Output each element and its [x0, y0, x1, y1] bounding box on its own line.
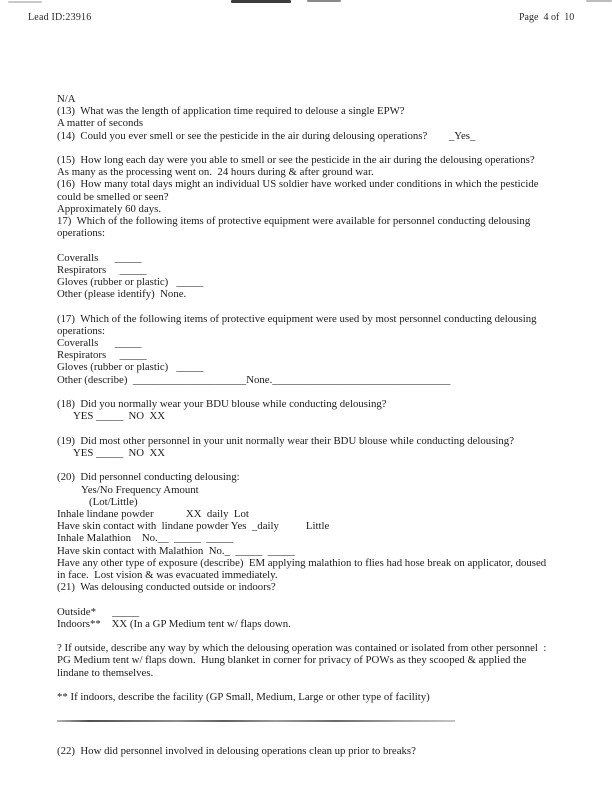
document-body — [57, 93, 577, 757]
text-line — [57, 630, 577, 642]
text-line: (16) How many total days might an individual US soldier have worked under conditions in which the pesticide — [57, 178, 539, 191]
text-line: (22) How did personnel involved in delousing operations clean up prior to breaks? — [57, 744, 416, 757]
text-line: Coveralls _____ — [57, 251, 142, 264]
text-line: PG Medium tent w/ flaps down. Hung blanket in corner for privacy of POWs as they scooped & applied the — [57, 654, 527, 667]
text-line: YES _____ NO XX — [73, 410, 166, 423]
scan-artifact — [231, 0, 291, 3]
text-line: Outside* _____ — [57, 605, 140, 618]
text-line: (21) Was delousing conducted outside or indoors? — [57, 581, 276, 594]
text-line: ** If indoors, describe the facility (GP Small, Medium, Large or other type of facility) — [57, 690, 430, 703]
text-line — [57, 142, 577, 154]
divider-rule — [57, 715, 577, 732]
text-line: Have skin contact with Malathion No._ _____ _____ — [57, 544, 295, 557]
text-line: (Lot/Little) — [89, 495, 138, 508]
text-line: Gloves (rubber or plastic) _____ — [57, 361, 204, 374]
text-line: ? If outside, describe any way by which the delousing operation was contained or isolated from other personnel : — [57, 642, 547, 655]
text-line: (19) Did most other personnel in your unit normally wear their BDU blouse while conducting delousing? — [57, 434, 514, 447]
scan-artifact — [586, 0, 612, 2]
text-line: Inhale lindane powder XX daily Lot — [57, 507, 249, 520]
text-line: Coveralls _____ — [57, 337, 142, 350]
text-line: (13) What was the length of application time required to delouse a single EPW? — [57, 105, 405, 118]
text-line — [57, 679, 577, 691]
text-line: YES _____ NO XX — [73, 446, 166, 459]
text-line: Respirators _____ — [57, 349, 147, 362]
text-line: lindane to themselves. — [57, 666, 154, 679]
text-line: Indoors** XX (In a GP Medium tent w/ flaps down. — [57, 617, 291, 630]
text-line: could be smelled or seen? — [57, 190, 169, 203]
text-line — [57, 733, 577, 745]
text-line: Respirators _____ — [57, 263, 147, 276]
text-line — [57, 459, 577, 471]
text-line — [57, 703, 577, 715]
text-line: (20) Did personnel conducting delousing: — [57, 471, 240, 484]
text-line: Gloves (rubber or plastic) _____ — [57, 276, 204, 289]
text-line: (15) How long each day were you able to smell or see the pesticide in the air during the delousing operations? — [57, 154, 535, 167]
scan-artifact — [8, 1, 42, 3]
text-line — [57, 422, 577, 434]
text-line: (14) Could you ever smell or see the pesticide in the air during delousing operations? _Yes_ — [57, 129, 476, 142]
text-line: operations: — [57, 324, 105, 337]
page-number-label: Page 4 of 10 — [519, 12, 575, 23]
text-line: N/A — [57, 93, 76, 105]
text-line: Approximately 60 days. — [57, 202, 162, 215]
text-line: operations: — [57, 227, 105, 240]
text-line: in face. Lost vision & was evacuated immediately. — [57, 568, 278, 581]
text-line: A matter of seconds — [57, 117, 144, 130]
text-line: Other (describe) _____________________None._________________________________ — [57, 373, 451, 386]
text-line: Yes/No Frequency Amount — [81, 483, 199, 496]
text-line: (18) Did you normally wear your BDU blouse while conducting delousing? — [57, 398, 387, 411]
text-line — [57, 239, 577, 251]
text-line: Inhale Malathion No.__ _____ _____ — [57, 532, 234, 545]
text-line: 17) Which of the following items of protective equipment were available for personnel conducting delousing — [57, 215, 531, 228]
text-line: Have skin contact with lindane powder Yes _daily Little — [57, 520, 330, 533]
text-line: As many as the processing went on. 24 hours during & after ground war. — [57, 166, 374, 179]
text-line: Other (please identify) None. — [57, 288, 187, 301]
scan-artifact — [307, 0, 341, 2]
scan-rule-line — [57, 720, 455, 722]
lead-id-label: Lead ID:23916 — [28, 12, 92, 23]
text-line: Have any other type of exposure (describe) EM applying malathion to flies had hose break on applicator, doused — [57, 556, 547, 569]
text-line: (17) Which of the following items of protective equipment were used by most personnel conducting delousing — [57, 312, 537, 325]
text-line — [57, 593, 577, 605]
text-line — [57, 300, 577, 312]
text-line — [57, 386, 577, 398]
